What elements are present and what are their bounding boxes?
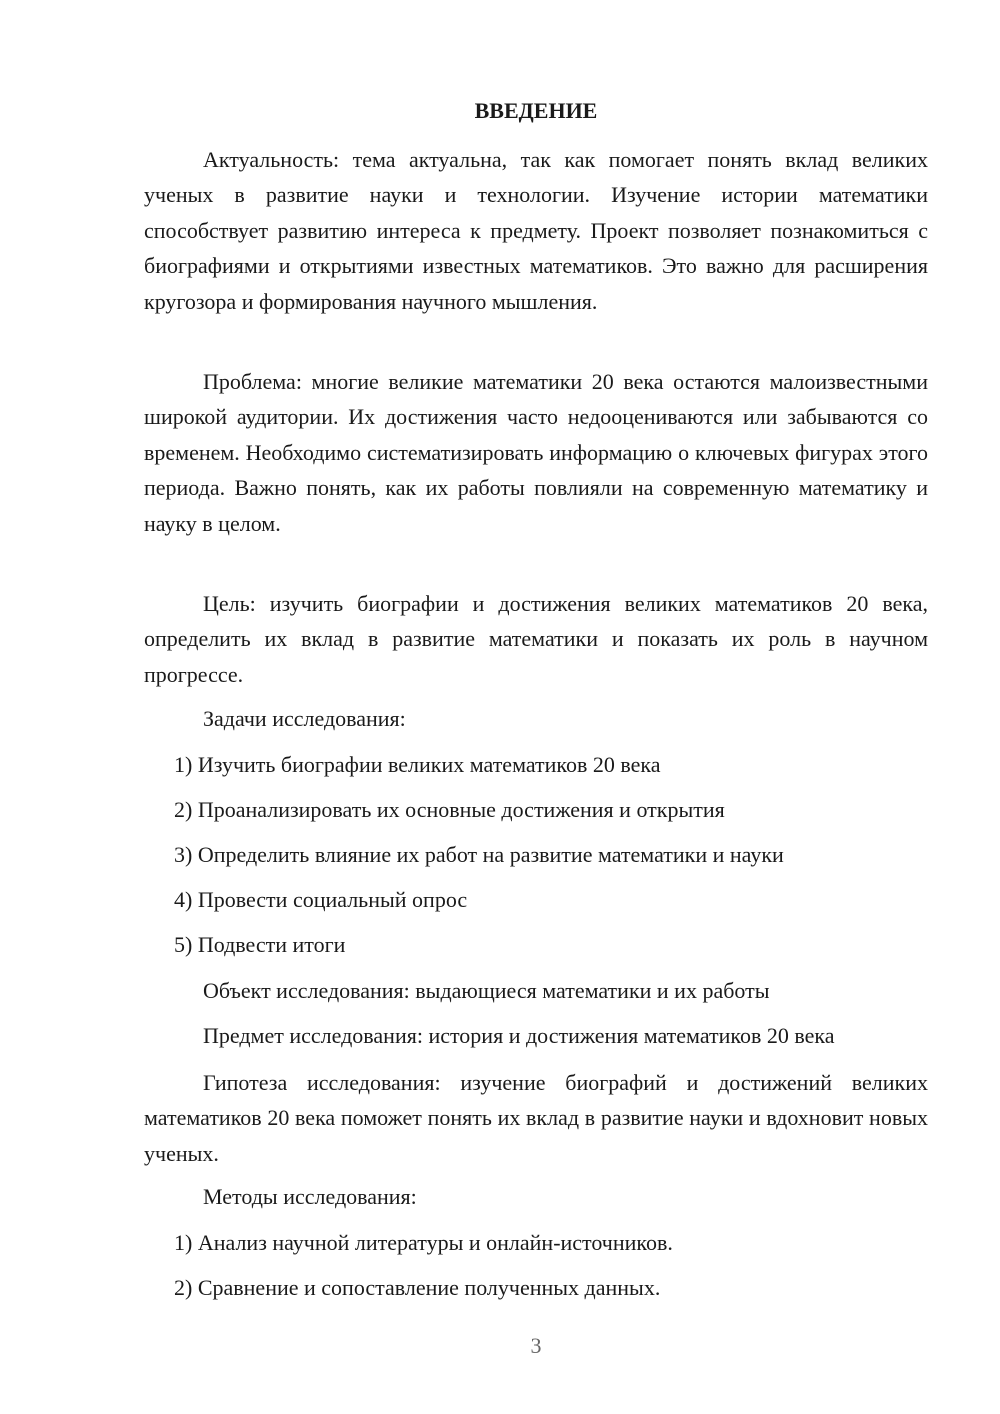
hypothesis-paragraph: Гипотеза исследования: изучение биографий и достижений великих математиков 20 века поможет понять их вклад в развитие науки и вдохновит новых ученых. xyxy=(144,1070,928,1166)
task-item: 3) Определить влияние их работ на развитие математики и науки xyxy=(174,842,784,867)
research-object: Объект исследования: выдающиеся математики и их работы xyxy=(203,978,770,1003)
goal-paragraph: Цель: изучить биографии и достижения великих математиков 20 века, определить их вклад в развитие математики и показать их роль в научном прогрессе. xyxy=(144,591,928,687)
tasks-heading: Задачи исследования: xyxy=(203,706,406,731)
method-item: 2) Сравнение и сопоставление полученных данных. xyxy=(174,1275,661,1300)
task-item: 5) Подвести итоги xyxy=(174,932,346,957)
research-subject: Предмет исследования: история и достижения математиков 20 века xyxy=(203,1023,835,1048)
problem-paragraph: Проблема: многие великие математики 20 века остаются малоизвестными широкой аудитории. Их достижения часто недооцениваются или забываются со временем. Необходимо систематизировать информацию о ключевых фигурах этого периода. Важно понять, как их работы повлияли на современную математику и науку в целом. xyxy=(144,369,928,536)
task-item: 2) Проанализировать их основные достижения и открытия xyxy=(174,797,725,822)
relevance-paragraph: Актуальность: тема актуальна, так как помогает понять вклад великих ученых в развитие науки и технологии. Изучение истории математики способствует развитию интереса к предмету. Проект позволяет познакомиться с биографиями и открытиями известных математиков. Это важно для расширения кругозора и формирования научного мышления. xyxy=(144,147,928,314)
task-item: 4) Провести социальный опрос xyxy=(174,887,468,912)
methods-heading: Методы исследования: xyxy=(203,1184,417,1209)
method-item: 1) Анализ научной литературы и онлайн-источников. xyxy=(174,1230,673,1255)
page-heading: ВВЕДЕНИЕ xyxy=(474,98,598,123)
page-number: 3 xyxy=(530,1333,542,1358)
task-item: 1) Изучить биографии великих математиков 20 века xyxy=(174,752,661,777)
